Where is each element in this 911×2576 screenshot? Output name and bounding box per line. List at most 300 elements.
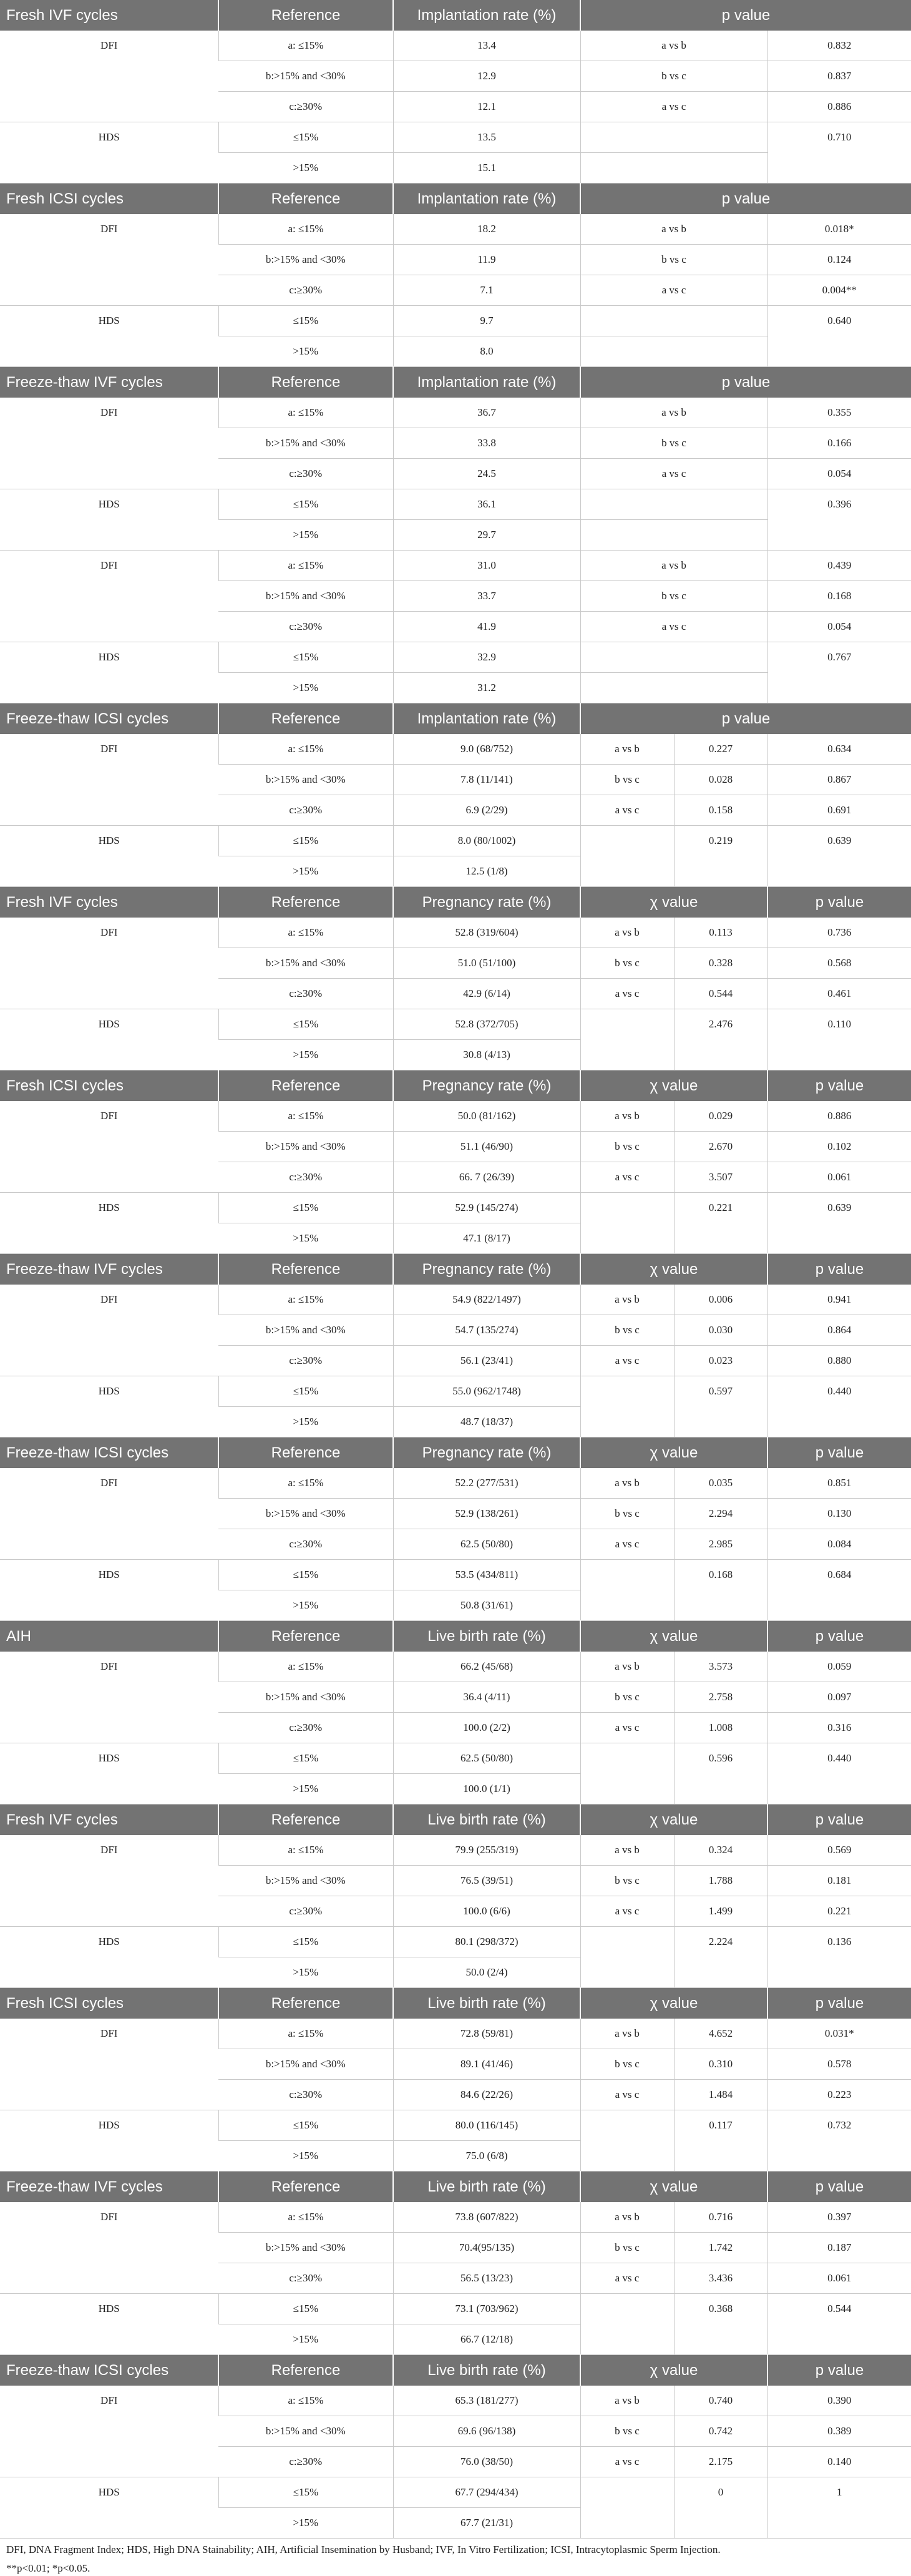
chi-value-cell: 0.328 bbox=[674, 948, 767, 979]
reference-cell: a: ≤15% bbox=[218, 2202, 393, 2233]
table-row bbox=[0, 2477, 911, 2508]
chi-value-cell: 1.788 bbox=[674, 1866, 767, 1896]
rate-cell: 9.0 (68/752) bbox=[393, 734, 580, 765]
rate-cell: 73.1 (703/962) bbox=[393, 2294, 580, 2324]
chi-value-header: χ value bbox=[580, 1988, 767, 2019]
reference-cell: b:>15% and <30% bbox=[218, 1315, 393, 1346]
reference-cell: >15% bbox=[218, 673, 393, 703]
rate-cell: 51.0 (51/100) bbox=[393, 948, 580, 979]
comparison-cell: b vs c bbox=[580, 1499, 674, 1529]
p-value-cell: 0.097 bbox=[767, 1682, 911, 1713]
group-label-hds: HDS bbox=[0, 1560, 218, 1621]
reference-header: Reference bbox=[218, 1070, 393, 1102]
reference-cell: c:≥30% bbox=[218, 1713, 393, 1743]
rate-cell: 8.0 (80/1002) bbox=[393, 826, 580, 856]
rate-cell: 50.0 (81/162) bbox=[393, 1101, 580, 1132]
p-value-cell: 0.130 bbox=[767, 1499, 911, 1529]
p-value-header: p value bbox=[767, 2355, 911, 2386]
section-title: Freeze-thaw ICSI cycles bbox=[0, 1437, 218, 1469]
chi-value-cell: 0.023 bbox=[674, 1346, 767, 1376]
p-value-cell: 0.140 bbox=[767, 2447, 911, 2477]
reference-cell: b:>15% and <30% bbox=[218, 765, 393, 795]
group-label-dfi: DFI bbox=[0, 2019, 218, 2110]
metric-header: Live birth rate (%) bbox=[393, 2172, 580, 2203]
rate-cell: 66.7 (12/18) bbox=[393, 2324, 580, 2355]
chi-value-cell: 0.117 bbox=[674, 2110, 767, 2172]
p-value-cell: 0.031* bbox=[767, 2019, 911, 2049]
empty-cell bbox=[580, 336, 767, 367]
section-title: Freeze-thaw ICSI cycles bbox=[0, 703, 218, 735]
section-title: Fresh IVF cycles bbox=[0, 0, 218, 31]
chi-value-cell: 3.507 bbox=[674, 1162, 767, 1193]
p-value-header: p value bbox=[767, 2172, 911, 2203]
chi-value-cell: 0.006 bbox=[674, 1285, 767, 1315]
p-value-cell: 0.710 bbox=[767, 122, 911, 184]
p-value-cell: 0.390 bbox=[767, 2386, 911, 2416]
group-label-hds: HDS bbox=[0, 489, 218, 551]
reference-cell: a: ≤15% bbox=[218, 31, 393, 61]
reference-cell: a: ≤15% bbox=[218, 2386, 393, 2416]
rate-cell: 52.2 (277/531) bbox=[393, 1468, 580, 1499]
reference-cell: c:≥30% bbox=[218, 1162, 393, 1193]
chi-value-cell: 0.113 bbox=[674, 918, 767, 948]
comparison-cell: b vs c bbox=[580, 245, 767, 275]
rate-cell: 33.8 bbox=[393, 428, 580, 459]
comparison-cell: b vs c bbox=[580, 2416, 674, 2447]
p-value-header: p value bbox=[767, 1070, 911, 1102]
reference-cell: b:>15% and <30% bbox=[218, 1499, 393, 1529]
rate-cell: 62.5 (50/80) bbox=[393, 1743, 580, 1774]
metric-header: Implantation rate (%) bbox=[393, 367, 580, 398]
p-value-cell: 0.634 bbox=[767, 734, 911, 765]
p-value-cell: 0.832 bbox=[767, 31, 911, 61]
reference-cell: ≤15% bbox=[218, 1376, 393, 1407]
metric-header: Live birth rate (%) bbox=[393, 2355, 580, 2386]
comparison-cell: a vs b bbox=[580, 918, 674, 948]
reference-cell: a: ≤15% bbox=[218, 2019, 393, 2049]
section-header bbox=[0, 887, 911, 918]
table-row bbox=[0, 122, 911, 153]
comparison-cell: a vs c bbox=[580, 979, 674, 1009]
metric-header: Implantation rate (%) bbox=[393, 184, 580, 215]
p-value-cell: 0.181 bbox=[767, 1866, 911, 1896]
chi-value-cell: 2.985 bbox=[674, 1529, 767, 1560]
p-value-cell: 0.166 bbox=[767, 428, 911, 459]
reference-cell: a: ≤15% bbox=[218, 214, 393, 245]
empty-cell bbox=[580, 1009, 674, 1070]
footnote-abbreviations: DFI, DNA Fragment Index; HDS, High DNA Stainability; AIH, Artificial Insemination by Husband; IVF, In Vitro Fertilization; ICSI, Intracytoplasmic Sperm Injection. bbox=[6, 2544, 721, 2555]
reference-header: Reference bbox=[218, 1988, 393, 2019]
comparison-cell: b vs c bbox=[580, 1866, 674, 1896]
reference-cell: c:≥30% bbox=[218, 275, 393, 306]
metric-header: Pregnancy rate (%) bbox=[393, 1070, 580, 1102]
reference-cell: c:≥30% bbox=[218, 979, 393, 1009]
empty-cell bbox=[580, 673, 767, 703]
section-title: Freeze-thaw IVF cycles bbox=[0, 367, 218, 398]
footnote-significance: **p<0.01; *p<0.05. bbox=[6, 2562, 90, 2574]
rate-cell: 36.4 (4/11) bbox=[393, 1682, 580, 1713]
chi-value-cell: 3.573 bbox=[674, 1652, 767, 1682]
reference-cell: b:>15% and <30% bbox=[218, 2049, 393, 2080]
section-header bbox=[0, 0, 911, 31]
p-value-cell: 0.736 bbox=[767, 918, 911, 948]
p-value-cell: 0.084 bbox=[767, 1529, 911, 1560]
p-value-cell: 0.059 bbox=[767, 1652, 911, 1682]
p-value-cell: 0.837 bbox=[767, 61, 911, 92]
chi-value-cell: 0.219 bbox=[674, 826, 767, 887]
comparison-cell: b vs c bbox=[580, 61, 767, 92]
p-value-cell: 0.886 bbox=[767, 92, 911, 122]
reference-cell: >15% bbox=[218, 2324, 393, 2355]
table-row bbox=[0, 1193, 911, 1223]
reference-cell: b:>15% and <30% bbox=[218, 581, 393, 612]
p-value-cell: 0.886 bbox=[767, 1101, 911, 1132]
p-value-cell: 0.851 bbox=[767, 1468, 911, 1499]
p-value-header: p value bbox=[767, 1988, 911, 2019]
p-value-header: p value bbox=[580, 0, 911, 31]
table-row bbox=[0, 489, 911, 520]
section-title: Fresh ICSI cycles bbox=[0, 1070, 218, 1102]
rate-cell: 24.5 bbox=[393, 459, 580, 489]
p-value-cell: 0.397 bbox=[767, 2202, 911, 2233]
table-row bbox=[0, 551, 911, 581]
rate-cell: 100.0 (1/1) bbox=[393, 1774, 580, 1805]
p-value-cell: 0.691 bbox=[767, 795, 911, 826]
chi-value-cell: 0.158 bbox=[674, 795, 767, 826]
p-value-cell: 0.941 bbox=[767, 1285, 911, 1315]
empty-cell bbox=[580, 1927, 674, 1988]
rate-cell: 76.0 (38/50) bbox=[393, 2447, 580, 2477]
chi-value-cell: 2.670 bbox=[674, 1132, 767, 1162]
p-value-cell: 0.732 bbox=[767, 2110, 911, 2172]
p-value-cell: 0.221 bbox=[767, 1896, 911, 1927]
comparison-cell: a vs c bbox=[580, 92, 767, 122]
reference-cell: c:≥30% bbox=[218, 2263, 393, 2294]
p-value-header: p value bbox=[767, 1805, 911, 1836]
comparison-cell: a vs b bbox=[580, 2386, 674, 2416]
reference-cell: >15% bbox=[218, 153, 393, 184]
comparison-cell: b vs c bbox=[580, 765, 674, 795]
reference-header: Reference bbox=[218, 1621, 393, 1652]
rate-cell: 11.9 bbox=[393, 245, 580, 275]
reference-cell: b:>15% and <30% bbox=[218, 245, 393, 275]
section-header bbox=[0, 2172, 911, 2203]
p-value-cell: 0.168 bbox=[767, 581, 911, 612]
comparison-cell: a vs c bbox=[580, 1346, 674, 1376]
rate-cell: 75.0 (6/8) bbox=[393, 2141, 580, 2172]
chi-value-cell: 2.224 bbox=[674, 1927, 767, 1988]
empty-cell bbox=[580, 306, 767, 336]
table-row bbox=[0, 2386, 911, 2416]
p-value-cell: 0.640 bbox=[767, 306, 911, 367]
rate-cell: 66.2 (45/68) bbox=[393, 1652, 580, 1682]
empty-cell bbox=[580, 826, 674, 887]
reference-cell: >15% bbox=[218, 1407, 393, 1437]
section-header bbox=[0, 1070, 911, 1102]
group-label-dfi: DFI bbox=[0, 918, 218, 1009]
reference-cell: >15% bbox=[218, 520, 393, 551]
chi-value-cell: 0.368 bbox=[674, 2294, 767, 2355]
rate-cell: 100.0 (6/6) bbox=[393, 1896, 580, 1927]
reference-cell: ≤15% bbox=[218, 1927, 393, 1957]
comparison-cell: a vs b bbox=[580, 398, 767, 428]
rate-cell: 79.9 (255/319) bbox=[393, 1835, 580, 1866]
comparison-cell: a vs c bbox=[580, 2263, 674, 2294]
table-row bbox=[0, 734, 911, 765]
comparison-cell: a vs b bbox=[580, 1285, 674, 1315]
p-value-cell: 0.639 bbox=[767, 826, 911, 887]
chi-value-cell: 0.030 bbox=[674, 1315, 767, 1346]
chi-value-cell: 1.484 bbox=[674, 2080, 767, 2110]
comparison-cell: a vs c bbox=[580, 459, 767, 489]
rate-cell: 52.9 (145/274) bbox=[393, 1193, 580, 1223]
rate-cell: 33.7 bbox=[393, 581, 580, 612]
table-row bbox=[0, 1835, 911, 1866]
reference-cell: >15% bbox=[218, 2508, 393, 2539]
group-label-hds: HDS bbox=[0, 1927, 218, 1988]
table-row bbox=[0, 1376, 911, 1407]
rate-cell: 52.8 (319/604) bbox=[393, 918, 580, 948]
empty-cell bbox=[580, 520, 767, 551]
table-row bbox=[0, 1652, 911, 1682]
p-value-cell: 0.389 bbox=[767, 2416, 911, 2447]
chi-value-cell: 0.310 bbox=[674, 2049, 767, 2080]
comparison-cell: a vs b bbox=[580, 551, 767, 581]
section-header bbox=[0, 2355, 911, 2386]
p-value-cell: 0.054 bbox=[767, 612, 911, 642]
section-header bbox=[0, 184, 911, 215]
reference-cell: c:≥30% bbox=[218, 1896, 393, 1927]
chi-value-cell: 0.742 bbox=[674, 2416, 767, 2447]
p-value-cell: 0.440 bbox=[767, 1743, 911, 1805]
reference-cell: a: ≤15% bbox=[218, 1652, 393, 1682]
comparison-cell: b vs c bbox=[580, 948, 674, 979]
reference-cell: c:≥30% bbox=[218, 459, 393, 489]
comparison-cell: a vs c bbox=[580, 275, 767, 306]
rate-cell: 56.1 (23/41) bbox=[393, 1346, 580, 1376]
p-value-cell: 0.355 bbox=[767, 398, 911, 428]
reference-cell: b:>15% and <30% bbox=[218, 948, 393, 979]
reference-cell: >15% bbox=[218, 1774, 393, 1805]
reference-cell: ≤15% bbox=[218, 306, 393, 336]
reference-header: Reference bbox=[218, 367, 393, 398]
reference-cell: a: ≤15% bbox=[218, 551, 393, 581]
rate-cell: 32.9 bbox=[393, 642, 580, 673]
p-value-cell: 0.767 bbox=[767, 642, 911, 703]
rate-cell: 12.9 bbox=[393, 61, 580, 92]
rate-cell: 30.8 (4/13) bbox=[393, 1040, 580, 1070]
chi-value-cell: 0.597 bbox=[674, 1376, 767, 1437]
p-value-cell: 0.880 bbox=[767, 1346, 911, 1376]
rate-cell: 67.7 (21/31) bbox=[393, 2508, 580, 2539]
rate-cell: 51.1 (46/90) bbox=[393, 1132, 580, 1162]
comparison-cell: b vs c bbox=[580, 2233, 674, 2263]
rate-cell: 18.2 bbox=[393, 214, 580, 245]
rate-cell: 72.8 (59/81) bbox=[393, 2019, 580, 2049]
rate-cell: 54.7 (135/274) bbox=[393, 1315, 580, 1346]
rate-cell: 42.9 (6/14) bbox=[393, 979, 580, 1009]
rate-cell: 67.7 (294/434) bbox=[393, 2477, 580, 2508]
empty-cell bbox=[580, 1376, 674, 1437]
p-value-header: p value bbox=[767, 1437, 911, 1469]
reference-cell: >15% bbox=[218, 1957, 393, 1988]
section-title: Fresh ICSI cycles bbox=[0, 1988, 218, 2019]
group-label-dfi: DFI bbox=[0, 31, 218, 122]
chi-value-cell: 3.436 bbox=[674, 2263, 767, 2294]
p-value-header: p value bbox=[767, 887, 911, 918]
rate-cell: 31.2 bbox=[393, 673, 580, 703]
group-label-dfi: DFI bbox=[0, 2202, 218, 2294]
reference-header: Reference bbox=[218, 703, 393, 735]
reference-cell: >15% bbox=[218, 1590, 393, 1621]
reference-cell: ≤15% bbox=[218, 2294, 393, 2324]
reference-cell: ≤15% bbox=[218, 489, 393, 520]
p-value-cell: 0.569 bbox=[767, 1835, 911, 1866]
p-value-cell: 0.110 bbox=[767, 1009, 911, 1070]
comparison-cell: a vs b bbox=[580, 1652, 674, 1682]
reference-cell: ≤15% bbox=[218, 2477, 393, 2508]
group-label-hds: HDS bbox=[0, 1743, 218, 1805]
p-value-cell: 0.061 bbox=[767, 2263, 911, 2294]
reference-cell: ≤15% bbox=[218, 1743, 393, 1774]
rate-cell: 12.5 (1/8) bbox=[393, 856, 580, 887]
rate-cell: 76.5 (39/51) bbox=[393, 1866, 580, 1896]
reference-cell: b:>15% and <30% bbox=[218, 1132, 393, 1162]
chi-value-header: χ value bbox=[580, 1254, 767, 1285]
rate-cell: 89.1 (41/46) bbox=[393, 2049, 580, 2080]
group-label-hds: HDS bbox=[0, 2110, 218, 2172]
rate-cell: 69.6 (96/138) bbox=[393, 2416, 580, 2447]
section-header bbox=[0, 1988, 911, 2019]
comparison-cell: b vs c bbox=[580, 581, 767, 612]
chi-value-cell: 0.716 bbox=[674, 2202, 767, 2233]
rate-cell: 7.8 (11/141) bbox=[393, 765, 580, 795]
rate-cell: 54.9 (822/1497) bbox=[393, 1285, 580, 1315]
p-value-cell: 0.578 bbox=[767, 2049, 911, 2080]
p-value-cell: 0.124 bbox=[767, 245, 911, 275]
comparison-cell: b vs c bbox=[580, 1682, 674, 1713]
rate-cell: 66. 7 (26/39) bbox=[393, 1162, 580, 1193]
comparison-cell: a vs c bbox=[580, 1896, 674, 1927]
rate-cell: 36.1 bbox=[393, 489, 580, 520]
p-value-header: p value bbox=[767, 1621, 911, 1652]
table-row bbox=[0, 826, 911, 856]
chi-value-cell: 0.227 bbox=[674, 734, 767, 765]
table-row bbox=[0, 2294, 911, 2324]
metric-header: Live birth rate (%) bbox=[393, 1621, 580, 1652]
chi-value-cell: 1.008 bbox=[674, 1713, 767, 1743]
reference-cell: c:≥30% bbox=[218, 795, 393, 826]
reference-cell: a: ≤15% bbox=[218, 1468, 393, 1499]
empty-cell bbox=[580, 153, 767, 184]
p-value-cell: 0.061 bbox=[767, 1162, 911, 1193]
section-header bbox=[0, 367, 911, 398]
chi-value-cell: 0.168 bbox=[674, 1560, 767, 1621]
rate-cell: 53.5 (434/811) bbox=[393, 1560, 580, 1590]
chi-value-cell: 2.294 bbox=[674, 1499, 767, 1529]
group-label-hds: HDS bbox=[0, 306, 218, 367]
section-title: Fresh ICSI cycles bbox=[0, 184, 218, 215]
table-row bbox=[0, 1743, 911, 1774]
table-row bbox=[0, 398, 911, 428]
rate-cell: 52.8 (372/705) bbox=[393, 1009, 580, 1040]
reference-cell: >15% bbox=[218, 1040, 393, 1070]
reference-header: Reference bbox=[218, 0, 393, 31]
comparison-cell: a vs c bbox=[580, 795, 674, 826]
table-row bbox=[0, 1009, 911, 1040]
table-row bbox=[0, 1468, 911, 1499]
rate-cell: 12.1 bbox=[393, 92, 580, 122]
comparison-cell: a vs b bbox=[580, 2019, 674, 2049]
rate-cell: 56.5 (13/23) bbox=[393, 2263, 580, 2294]
chi-value-header: χ value bbox=[580, 1070, 767, 1102]
chi-value-cell: 0.035 bbox=[674, 1468, 767, 1499]
table-row bbox=[0, 1101, 911, 1132]
section-header bbox=[0, 1437, 911, 1469]
p-value-cell: 0.864 bbox=[767, 1315, 911, 1346]
empty-cell bbox=[580, 1193, 674, 1254]
reference-cell: >15% bbox=[218, 856, 393, 887]
comparison-cell: a vs c bbox=[580, 1713, 674, 1743]
empty-cell bbox=[580, 2110, 674, 2172]
p-value-cell: 0.316 bbox=[767, 1713, 911, 1743]
reference-cell: ≤15% bbox=[218, 122, 393, 153]
group-label-dfi: DFI bbox=[0, 734, 218, 826]
comparison-cell: a vs b bbox=[580, 1468, 674, 1499]
metric-header: Implantation rate (%) bbox=[393, 0, 580, 31]
chi-value-cell: 0 bbox=[674, 2477, 767, 2539]
empty-cell bbox=[580, 2477, 674, 2539]
p-value-cell: 0.054 bbox=[767, 459, 911, 489]
metric-header: Live birth rate (%) bbox=[393, 1988, 580, 2019]
reference-cell: c:≥30% bbox=[218, 1529, 393, 1560]
p-value-cell: 0.461 bbox=[767, 979, 911, 1009]
p-value-cell: 0.223 bbox=[767, 2080, 911, 2110]
chi-value-cell: 2.758 bbox=[674, 1682, 767, 1713]
empty-cell bbox=[580, 2294, 674, 2355]
group-label-hds: HDS bbox=[0, 1009, 218, 1070]
p-value-cell: 0.568 bbox=[767, 948, 911, 979]
chi-value-cell: 0.740 bbox=[674, 2386, 767, 2416]
empty-cell bbox=[580, 122, 767, 153]
chi-value-cell: 0.028 bbox=[674, 765, 767, 795]
reference-cell: a: ≤15% bbox=[218, 1285, 393, 1315]
reference-header: Reference bbox=[218, 2172, 393, 2203]
rate-cell: 8.0 bbox=[393, 336, 580, 367]
rate-cell: 9.7 bbox=[393, 306, 580, 336]
empty-cell bbox=[580, 489, 767, 520]
group-label-dfi: DFI bbox=[0, 1835, 218, 1927]
p-value-cell: 0.018* bbox=[767, 214, 911, 245]
comparison-cell: b vs c bbox=[580, 1315, 674, 1346]
p-value-header: p value bbox=[580, 703, 911, 735]
reference-cell: b:>15% and <30% bbox=[218, 428, 393, 459]
chi-value-cell: 0.544 bbox=[674, 979, 767, 1009]
chi-value-cell: 0.029 bbox=[674, 1101, 767, 1132]
reference-header: Reference bbox=[218, 887, 393, 918]
comparison-cell: a vs b bbox=[580, 1101, 674, 1132]
rate-cell: 31.0 bbox=[393, 551, 580, 581]
chi-value-cell: 1.499 bbox=[674, 1896, 767, 1927]
rate-cell: 73.8 (607/822) bbox=[393, 2202, 580, 2233]
chi-value-header: χ value bbox=[580, 2172, 767, 2203]
p-value-cell: 0.102 bbox=[767, 1132, 911, 1162]
table-row bbox=[0, 306, 911, 336]
rate-cell: 47.1 (8/17) bbox=[393, 1223, 580, 1254]
empty-cell bbox=[580, 1560, 674, 1621]
p-value-cell: 0.439 bbox=[767, 551, 911, 581]
rate-cell: 50.0 (2/4) bbox=[393, 1957, 580, 1988]
